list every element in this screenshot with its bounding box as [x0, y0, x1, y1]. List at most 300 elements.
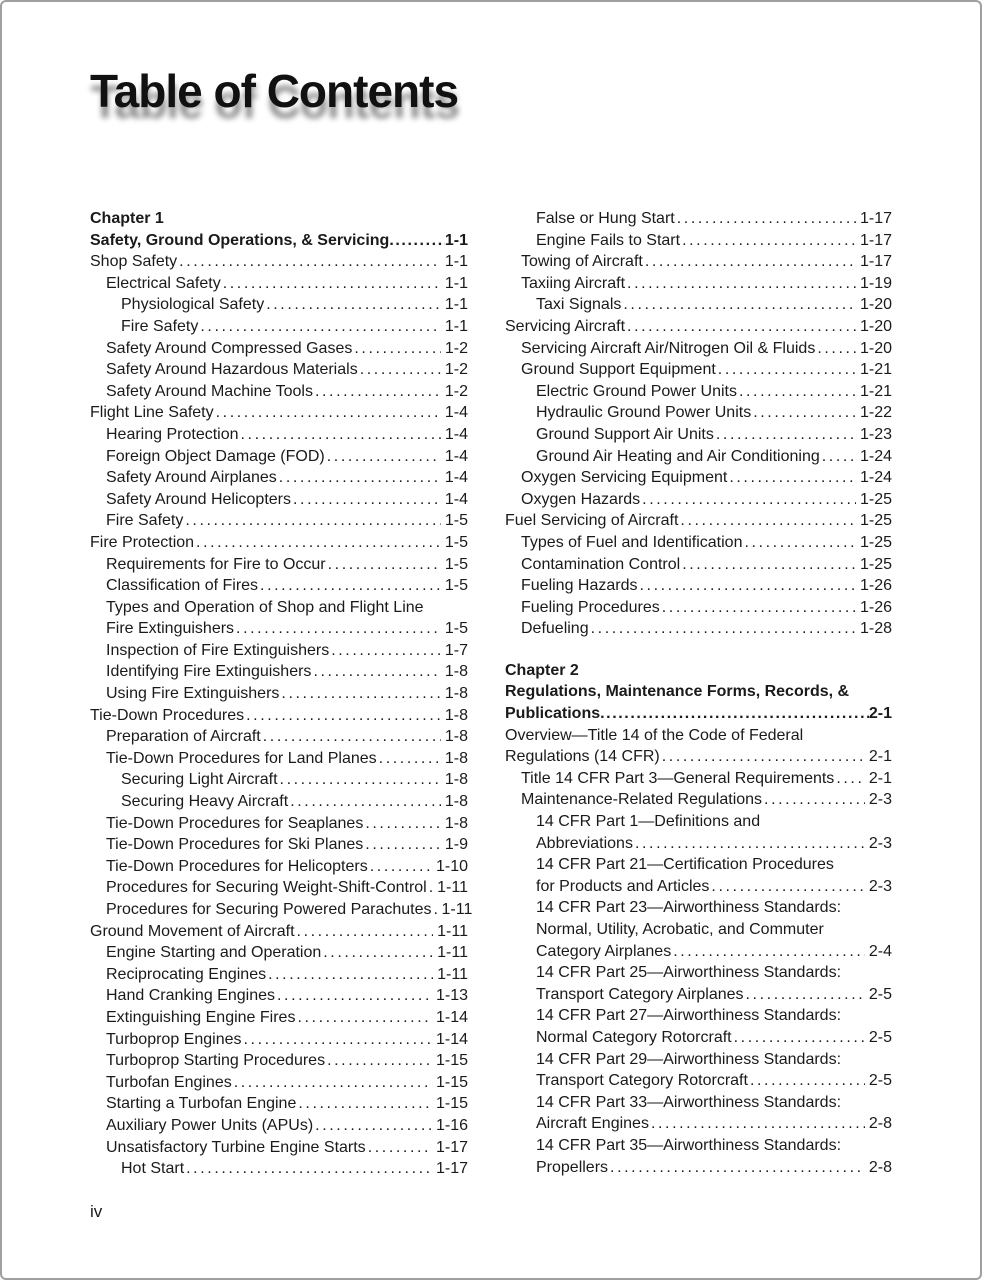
dot-leader	[591, 618, 856, 640]
dot-leader	[682, 554, 856, 576]
toc-entry-text: Ground Movement of Aircraft	[90, 922, 295, 940]
toc-entry-page: 2-5	[868, 985, 892, 1003]
toc-entry	[90, 661, 468, 683]
toc-entry	[90, 273, 468, 295]
toc-entry-page: 1-4	[444, 404, 468, 422]
dot-leader	[610, 1157, 865, 1179]
toc-entry-text: Tie-Down Procedures for Ski Planes	[106, 836, 364, 854]
toc-entry-text: Identifying Fire Extinguishers	[106, 663, 312, 681]
toc-entry-text: Turboprop Starting Procedures	[106, 1052, 326, 1070]
dot-leader	[186, 1158, 432, 1180]
toc-entry-page: 2-3	[868, 791, 892, 809]
toc-entry-text: Classification of Fires	[106, 577, 259, 595]
toc-entry-page: 1-16	[435, 1116, 468, 1134]
dot-leader	[298, 1093, 432, 1115]
toc-entry	[505, 897, 892, 962]
toc-entry-page: 1-19	[859, 274, 892, 292]
toc-entry-page: 1-20	[859, 317, 892, 335]
toc-entry-text: Oxygen Hazards	[521, 490, 641, 508]
toc-entry-page: 1-8	[444, 793, 468, 811]
dot-leader	[179, 251, 441, 273]
dot-leader	[223, 273, 441, 295]
dot-leader	[662, 597, 856, 619]
toc-chapter-heading	[90, 208, 468, 230]
toc-entry	[90, 640, 468, 662]
toc-entry-page: 1-24	[859, 447, 892, 465]
toc-entry-page: 1-14	[435, 1008, 468, 1026]
toc-entry-page: 1-20	[859, 339, 892, 357]
toc-entry	[90, 726, 468, 748]
toc-entry	[505, 1005, 892, 1048]
toc-entry	[505, 597, 892, 619]
toc-line	[536, 381, 892, 403]
toc-entry-text: Fire Safety	[121, 317, 199, 335]
toc-entry-text: Securing Heavy Aircraft	[121, 793, 289, 811]
toc-entry-text: Reciprocating Engines	[106, 965, 267, 983]
toc-line	[505, 681, 892, 703]
toc-line	[90, 251, 468, 273]
dot-leader	[354, 338, 441, 360]
dot-leader	[290, 791, 441, 813]
toc-entry	[505, 359, 892, 381]
dot-leader	[297, 921, 434, 943]
toc-entry	[90, 813, 468, 835]
toc-line	[505, 660, 892, 682]
dot-leader	[370, 856, 432, 878]
toc-line	[521, 575, 892, 597]
toc-line	[521, 554, 892, 576]
toc-line	[536, 402, 892, 424]
toc-line	[505, 510, 892, 532]
toc-line	[106, 359, 468, 381]
toc-entry	[90, 554, 468, 576]
toc-entry	[505, 273, 892, 295]
toc-entry-page: 1-25	[859, 512, 892, 530]
dot-leader	[822, 446, 856, 468]
toc-entry	[90, 856, 468, 878]
toc-entry-page: 1-2	[444, 339, 468, 357]
toc-entry-page: 1-15	[435, 1095, 468, 1113]
toc-entry-page: 1-7	[444, 641, 468, 659]
toc-line	[521, 768, 892, 790]
toc-entry-page: 1-5	[444, 577, 468, 595]
toc-entry-text: Engine Starting and Operation	[106, 944, 322, 962]
toc-entry	[90, 510, 468, 532]
toc-line	[536, 897, 892, 919]
dot-leader	[640, 575, 856, 597]
toc-line	[121, 791, 468, 813]
toc-entry-page: 1-5	[444, 620, 468, 638]
toc-entry-text: Normal Category Rotorcraft	[536, 1028, 732, 1046]
toc-entry-text: Starting a Turbofan Engine	[106, 1095, 297, 1113]
toc-entry	[90, 705, 468, 727]
toc-line	[106, 510, 468, 532]
toc-entry-page: 1-15	[435, 1052, 468, 1070]
toc-entry-page: 1-17	[859, 231, 892, 249]
toc-line	[536, 962, 892, 984]
toc-line	[106, 1007, 468, 1029]
toc-chapter-heading	[90, 230, 468, 252]
dot-leader	[682, 230, 856, 252]
toc-line	[521, 597, 892, 619]
toc-entry-text: Fire Extinguishers	[106, 620, 235, 638]
toc-line	[536, 1005, 892, 1027]
dot-leader	[196, 532, 441, 554]
toc-line	[536, 919, 892, 941]
toc-line	[106, 338, 468, 360]
dot-leader	[263, 726, 441, 748]
toc-entry-page: 1-5	[444, 555, 468, 573]
table-of-contents	[90, 208, 892, 1180]
toc-line	[106, 985, 468, 1007]
toc-entry-page: 1-1	[444, 274, 468, 292]
toc-line	[106, 834, 468, 856]
toc-entry-text: Category Airplanes	[536, 942, 672, 960]
toc-line	[521, 359, 892, 381]
toc-line	[121, 294, 468, 316]
toc-entry-page: 1-8	[444, 749, 468, 767]
toc-entry-text: False or Hung Start	[536, 210, 675, 227]
toc-entry	[90, 921, 468, 943]
toc-line	[536, 811, 892, 833]
toc-entry	[505, 381, 892, 403]
dot-leader	[729, 467, 856, 489]
toc-entry-page: 1-4	[444, 469, 468, 487]
toc-entry	[90, 791, 468, 813]
toc-entry-page: 2-3	[868, 877, 892, 895]
dot-leader	[241, 424, 441, 446]
toc-entry	[505, 251, 892, 273]
dot-leader	[680, 510, 856, 532]
toc-entry-text: Foreign Object Damage (FOD)	[106, 447, 325, 465]
toc-entry	[90, 467, 468, 489]
toc-entry-page: 1-4	[444, 447, 468, 465]
toc-entry-text: Turboprop Engines	[106, 1030, 242, 1048]
toc-line	[106, 640, 468, 662]
toc-entry-page: 1-8	[444, 814, 468, 832]
dot-leader	[323, 942, 433, 964]
toc-entry	[90, 359, 468, 381]
toc-entry-text: Transport Category Rotorcraft	[536, 1072, 748, 1090]
toc-entry	[90, 597, 468, 640]
toc-entry	[90, 748, 468, 770]
toc-entry-text: Inspection of Fire Extinguishers	[106, 641, 330, 659]
toc-entry-text: Physiological Safety	[121, 296, 265, 314]
toc-entry-page: 1-11	[441, 901, 473, 918]
toc-entry-text: Extinguishing Engine Fires	[106, 1008, 296, 1026]
toc-entry-page: 2-8	[868, 1158, 892, 1176]
toc-entry	[505, 1092, 892, 1135]
toc-line	[536, 446, 892, 468]
toc-entry-text: Towing of Aircraft	[521, 253, 643, 271]
toc-entry-page: 1-8	[444, 706, 468, 724]
dot-leader	[236, 618, 441, 640]
toc-line	[106, 1050, 468, 1072]
toc-entry-text: Ground Support Air Units	[536, 425, 714, 443]
dot-leader	[623, 294, 856, 316]
dot-leader	[327, 1050, 432, 1072]
toc-entry-page: 1-22	[859, 404, 892, 422]
toc-line	[106, 575, 468, 597]
toc-line	[536, 294, 892, 316]
toc-entry	[90, 942, 468, 964]
toc-line	[90, 705, 468, 727]
toc-entry-text: Securing Light Aircraft	[121, 771, 278, 789]
toc-line	[106, 1115, 468, 1137]
toc-entry	[505, 789, 892, 811]
toc-entry-text: 14 CFR Part 25—Airworthiness Standards:	[536, 964, 842, 982]
toc-entry	[505, 338, 892, 360]
toc-entry-text: Tie-Down Procedures for Helicopters	[106, 857, 368, 875]
dot-leader	[677, 208, 856, 230]
dot-leader	[635, 833, 865, 855]
dot-leader	[662, 746, 865, 768]
dot-leader	[673, 941, 865, 963]
toc-entry-text: Procedures for Securing Weight-Shift-Control	[106, 879, 427, 897]
dot-leader	[389, 230, 445, 252]
toc-entry-text: Ground Support Equipment	[521, 361, 716, 379]
toc-entry	[505, 294, 892, 316]
toc-entry-text: Abbreviations	[536, 834, 633, 852]
toc-entry	[90, 834, 468, 856]
dot-leader	[651, 1113, 865, 1135]
toc-entry-text: Hearing Protection	[106, 425, 239, 443]
toc-entry-text: Shop Safety	[90, 253, 178, 271]
toc-entry-text: Hot Start	[121, 1160, 185, 1178]
toc-entry	[90, 964, 468, 986]
toc-entry-text: Turbofan Engines	[106, 1073, 232, 1091]
toc-line	[536, 1092, 892, 1114]
toc-line	[106, 856, 468, 878]
toc-line	[505, 725, 892, 747]
toc-line	[536, 984, 892, 1006]
toc-line	[106, 683, 468, 705]
dot-leader	[365, 834, 441, 856]
toc-entry	[90, 402, 468, 424]
toc-line	[536, 1135, 892, 1157]
toc-entry-text: Fire Safety	[106, 512, 184, 530]
toc-entry	[505, 618, 892, 640]
toc-entry-text: 14 CFR Part 23—Airworthiness Standards:	[536, 899, 842, 917]
toc-line	[106, 424, 468, 446]
toc-chapter-heading	[505, 681, 892, 724]
toc-entry-page: 2-1	[868, 705, 892, 723]
dot-leader	[328, 554, 441, 576]
toc-line	[106, 381, 468, 403]
toc-entry-page: 1-11	[437, 879, 468, 897]
toc-line	[536, 230, 892, 252]
toc-entry-text: Fueling Procedures	[521, 598, 660, 616]
toc-entry-text: Fire Protection	[90, 533, 195, 551]
toc-entry-text: 14 CFR Part 35—Airworthiness Standards:	[536, 1136, 842, 1154]
dot-leader	[277, 985, 432, 1007]
dot-leader	[327, 446, 441, 468]
toc-entry-page: 1-24	[859, 469, 892, 487]
dot-leader	[268, 964, 433, 986]
toc-entry-text: Defueling	[521, 620, 589, 638]
toc-entry	[505, 811, 892, 854]
toc-entry-page: 1-25	[859, 555, 892, 573]
toc-line	[521, 618, 892, 640]
toc-entry	[505, 510, 892, 532]
toc-line	[106, 964, 468, 986]
toc-line	[106, 748, 468, 770]
toc-entry-text: Electric Ground Power Units	[536, 382, 737, 400]
dot-leader	[753, 402, 856, 424]
toc-line	[90, 402, 468, 424]
dot-leader	[817, 338, 856, 360]
toc-entry-page: 1-2	[444, 382, 468, 400]
toc-entry	[90, 1072, 468, 1094]
dot-leader	[746, 984, 865, 1006]
toc-entry	[505, 768, 892, 790]
toc-entry-text: Types and Operation of Shop and Flight Line	[106, 598, 424, 616]
toc-entry-page: 2-5	[868, 1072, 892, 1090]
toc-line	[521, 338, 892, 360]
toc-line	[90, 208, 468, 230]
toc-entry-text: Regulations (14 CFR)	[505, 748, 660, 766]
toc-entry-text: Safety Around Compressed Gases	[106, 339, 353, 357]
toc-entry	[90, 985, 468, 1007]
toc-entry-text: Tie-Down Procedures	[90, 706, 245, 724]
toc-entry-page: 1-23	[859, 425, 892, 443]
dot-leader	[315, 1115, 432, 1137]
toc-line	[106, 877, 468, 899]
toc-entry	[505, 467, 892, 489]
toc-entry	[90, 316, 468, 338]
toc-line	[90, 230, 468, 252]
toc-entry-text: 14 CFR Part 27—Airworthiness Standards:	[536, 1007, 842, 1025]
toc-entry-page: 2-1	[868, 769, 892, 787]
dot-leader	[315, 381, 441, 403]
toc-line	[536, 833, 892, 855]
toc-line	[521, 489, 892, 511]
toc-entry	[90, 532, 468, 554]
toc-entry-text: Safety Around Machine Tools	[106, 382, 313, 400]
toc-chapter-heading	[505, 660, 892, 682]
toc-entry-page: 1-28	[859, 620, 892, 638]
toc-entry	[90, 1115, 468, 1137]
toc-entry	[505, 1135, 892, 1178]
dot-leader	[627, 273, 856, 295]
toc-entry	[505, 725, 892, 768]
toc-entry-text: 14 CFR Part 29—Airworthiness Standards:	[536, 1050, 842, 1068]
toc-entry	[505, 446, 892, 468]
toc-entry-page: 2-4	[868, 942, 892, 960]
toc-line	[536, 1113, 892, 1135]
toc-entry-text: for Products and Articles	[536, 877, 710, 895]
toc-entry-text: Contamination Control	[521, 555, 681, 573]
toc-entry-text: Flight Line Safety	[90, 404, 214, 422]
toc-entry-text: Fuel Servicing of Aircraft	[505, 512, 679, 530]
toc-column-right	[505, 208, 892, 1180]
toc-line	[121, 1158, 468, 1180]
toc-entry-page: 1-8	[444, 685, 468, 703]
toc-entry	[90, 1007, 468, 1029]
toc-line	[106, 446, 468, 468]
page-title: Table of Contents	[90, 65, 459, 117]
toc-line	[536, 941, 892, 963]
toc-entry	[90, 1137, 468, 1159]
toc-entry-text: Fueling Hazards	[521, 577, 638, 595]
toc-entry	[90, 575, 468, 597]
toc-entry-page: 1-1	[444, 253, 468, 271]
dot-leader	[600, 703, 869, 725]
toc-entry-page: 1-26	[859, 598, 892, 616]
toc-entry-page: 1-17	[435, 1138, 468, 1156]
toc-entry-text: Overview—Title 14 of the Code of Federal	[505, 726, 804, 744]
dot-leader	[266, 294, 441, 316]
toc-entry-page: 1-5	[444, 512, 468, 530]
dot-leader	[718, 359, 856, 381]
dot-leader	[331, 640, 441, 662]
toc-entry-text: Title 14 CFR Part 3—General Requirements	[521, 769, 835, 787]
toc-line	[521, 273, 892, 295]
toc-entry-page: 1-5	[444, 533, 468, 551]
toc-line	[106, 554, 468, 576]
toc-entry	[90, 294, 468, 316]
dot-leader	[739, 381, 856, 403]
toc-entry	[505, 230, 892, 252]
toc-entry-text: Electrical Safety	[106, 274, 221, 292]
toc-entry	[505, 316, 892, 338]
toc-entry-page: 2-5	[868, 1028, 892, 1046]
toc-line	[505, 316, 892, 338]
toc-line	[106, 597, 468, 619]
dot-leader	[216, 402, 441, 424]
dot-leader	[246, 705, 441, 727]
toc-entry-page: 1-17	[859, 253, 892, 271]
toc-entry	[505, 575, 892, 597]
toc-line	[106, 618, 468, 640]
toc-entry-page: 1-11	[437, 922, 468, 940]
dot-leader	[365, 813, 441, 835]
toc-entry-page: 1-11	[437, 944, 468, 962]
toc-entry-page: 1-20	[859, 296, 892, 314]
toc-entry-text: Aircraft Engines	[536, 1115, 649, 1133]
toc-entry	[90, 1029, 468, 1051]
toc-entry	[90, 251, 468, 273]
toc-line	[106, 942, 468, 964]
toc-entry	[505, 554, 892, 576]
toc-entry-text: Hand Cranking Engines	[106, 987, 275, 1005]
dot-leader	[200, 316, 441, 338]
dot-leader	[750, 1070, 865, 1092]
toc-line	[106, 1093, 468, 1115]
toc-line	[106, 813, 468, 835]
toc-line	[106, 489, 468, 511]
toc-entry-page: 1-1	[444, 317, 468, 335]
toc-entry-page: 1-8	[444, 771, 468, 789]
toc-entry-page: 1-8	[444, 663, 468, 681]
toc-entry	[505, 489, 892, 511]
toc-entry-text: Preparation of Aircraft	[106, 728, 261, 746]
toc-entry-page: 1-21	[859, 361, 892, 379]
toc-entry-text: Taxiing Aircraft	[521, 274, 626, 292]
toc-entry-text: Servicing Aircraft	[505, 317, 626, 335]
toc-entry-text: Servicing Aircraft Air/Nitrogen Oil & Fluids	[521, 339, 816, 357]
toc-entry-text: 14 CFR Part 33—Airworthiness Standards:	[536, 1093, 842, 1111]
page-number: iv	[90, 1202, 103, 1221]
toc-entry-text: Requirements for Fire to Occur	[106, 555, 326, 573]
dot-leader	[244, 1029, 432, 1051]
toc-entry-text: Types of Fuel and Identification	[521, 533, 743, 551]
toc-entry-page: 1-11	[437, 965, 468, 983]
toc-entry-text: Transport Category Airplanes	[536, 985, 744, 1003]
toc-line	[505, 703, 892, 725]
toc-line	[106, 1029, 468, 1051]
toc-entry-text: Ground Air Heating and Air Conditioning	[536, 447, 820, 465]
